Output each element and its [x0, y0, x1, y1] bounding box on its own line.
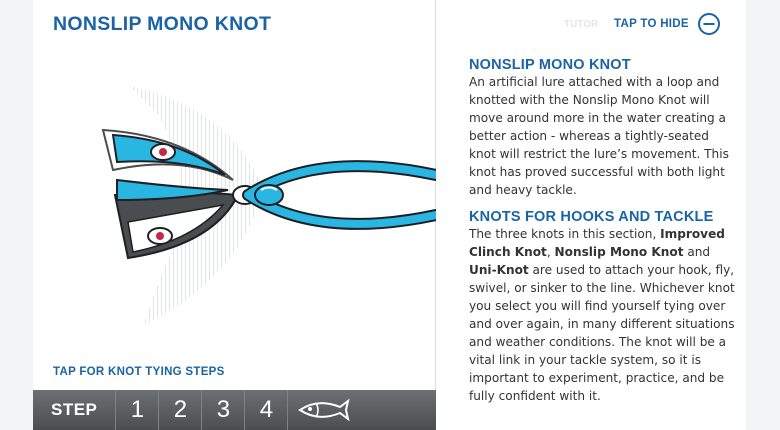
tap-to-hide-button[interactable] — [614, 12, 721, 36]
section-title-nonslip: NONSLIP MONO KNOT — [469, 57, 631, 73]
step-button-1[interactable]: 1 — [115, 390, 158, 430]
step-button-2[interactable]: 2 — [158, 390, 201, 430]
knot-name-nonslip-mono: Nonslip Mono Knot — [554, 245, 684, 259]
section-title-hooks: KNOTS FOR HOOKS AND TACKLE — [469, 209, 714, 225]
tap-to-hide-label: TAP TO HIDE — [614, 18, 689, 30]
tap-for-steps-link[interactable]: TAP FOR KNOT TYING STEPS — [53, 366, 225, 378]
faded-header-label: TUTOR — [564, 19, 599, 30]
minus-circle-icon — [697, 12, 721, 36]
knot-title: NONSLIP MONO KNOT — [53, 13, 272, 35]
step-label: STEP — [51, 400, 98, 419]
knot-illustration-panel[interactable] — [33, 0, 436, 430]
description-content — [469, 57, 739, 405]
step-button-4[interactable]: 4 — [244, 390, 287, 430]
description-panel — [436, 0, 746, 430]
fish-icon — [296, 397, 350, 423]
knot-name-uni: Uni-Knot — [469, 263, 529, 277]
step-bar — [33, 390, 436, 430]
knot-illustration — [33, 40, 436, 340]
section-body-nonslip: An artificial lure attached with a loop and knotted with the Nonslip Mono Knot will move around more in the water creating a better action - whereas a tightly-seated knot will restrict the lure’s movement. This knot has proved successful with both light and heavy tackle. — [469, 75, 729, 197]
section-body-hooks: The three knots in this section, Improved Clinch Knot, Nonslip Mono Knot and Uni-Knot are used to attach your hook, fly, swivel, or sinker to the line. Whichever knot you select you will find yourself tying over and over again, in many different situations and weather conditions. The knot will be a vital link in your tackle system, so it is important to experiment, practice, and be fully confident with it. — [469, 227, 735, 403]
knot-name-improved-clinch: Improved Clinch Knot — [469, 227, 725, 259]
step-button-final[interactable] — [287, 390, 357, 430]
step-button-3[interactable]: 3 — [201, 390, 244, 430]
